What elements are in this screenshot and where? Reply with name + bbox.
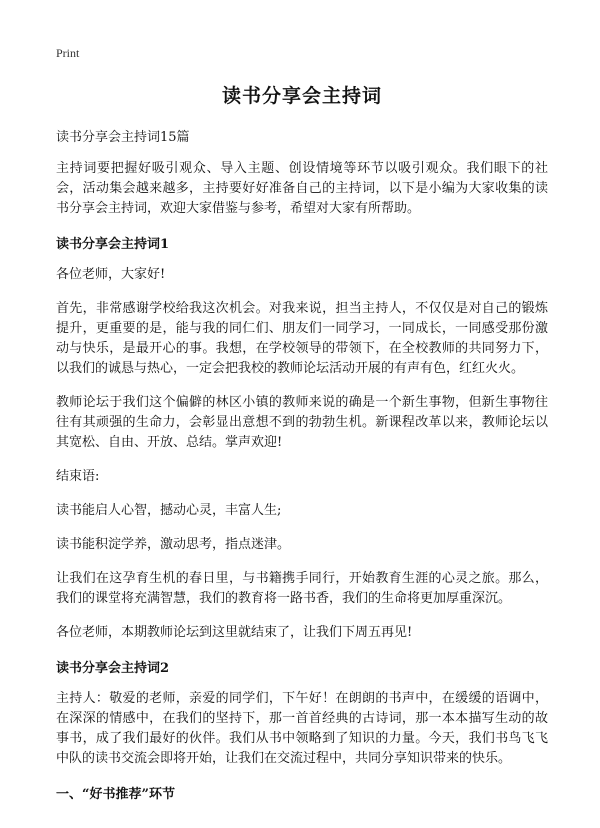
- document-subtitle: 读书分享会主持词15篇: [56, 130, 190, 145]
- section-heading-1: 读书分享会主持词1: [56, 237, 170, 252]
- document-title: 读书分享会主持词: [221, 85, 382, 107]
- section1-paragraph-1: 首先，非常感谢学校给我这次机会。对我来说，担当主持人，不仅仅是对自己的锻炼提升，更重要的是，能与我的同仁们、朋友们一同学习，一同成长，一同感受那份激动与快乐，是最开心的事。我想，在学校领导的带领下，在全校教师的共同努力下，以我们的诚恳与热心，一定会把我校的教师论坛活动开展的有声有色，红红火火。: [56, 301, 548, 376]
- section1-paragraph-2: 教师论坛于我们这个偏僻的林区小镇的教师来说的确是一个新生事物，但新生事物往往有其顽强的生命力，会彰显出意想不到的勃勃生机。新课程改革以来，教师论坛以其宽松、自由、开放、总结。掌声欢迎!: [56, 395, 548, 450]
- closing-label: 结束语:: [56, 469, 100, 484]
- closing-paragraph-3: 让我们在这孕育生机的春日里，与书籍携手同行，开始教育生涯的心灵之旅。那么，我们的课堂将充满智慧，我们的教育将一路书香，我们的生命将更加厚重深沉。: [56, 571, 548, 606]
- closing-line-2: 读书能积淀学养，激动思考，指点迷津。: [56, 537, 291, 552]
- print-link[interactable]: Print: [56, 46, 80, 60]
- greeting-paragraph: 各位老师，大家好!: [56, 267, 166, 282]
- section2-subheading: 一、“好书推荐”环节: [56, 787, 175, 802]
- closing-paragraph-4: 各位老师，本期教师论坛到这里就结束了，让我们下周五再见!: [56, 625, 413, 640]
- section2-paragraph-1: 主持人：敬爱的老师，亲爱的同学们，下午好！在朗朗的书声中，在缓缓的语调中，在深深的情感中，在我们的坚持下，那一首首经典的古诗词，那一本本描写生动的故事书，成了我们最好的伙伴。我们从书中领略到了知识的力量。今天，我们书鸟飞飞中队的读书交流会即将开始，让我们在交流过程中，共同分享知识带来的快乐。: [56, 691, 548, 766]
- section-heading-2: 读书分享会主持词2: [56, 661, 170, 676]
- intro-paragraph: 主持词要把握好吸引观众、导入主题、创设情境等环节以吸引观众。我们眼下的社会，活动集会越来越多，主持要好好准备自己的主持词，以下是小编为大家收集的读书分享会主持词，欢迎大家借鉴与参考，希望对大家有所帮助。: [56, 161, 548, 216]
- closing-line-1: 读书能启人心智，撼动心灵，丰富人生;: [56, 503, 282, 518]
